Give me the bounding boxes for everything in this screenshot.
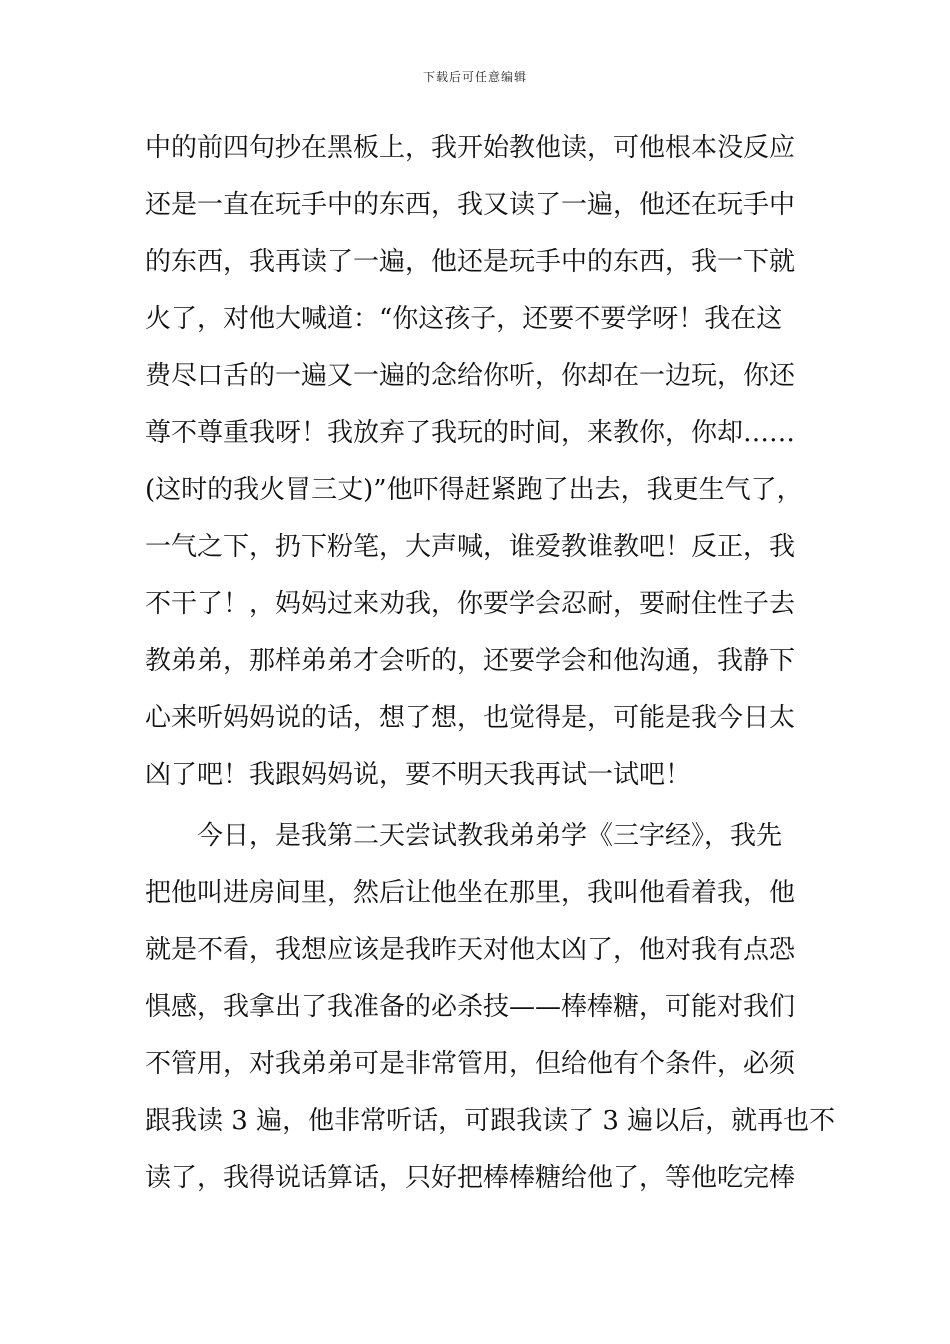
text-line: 就是不看，我想应该是我昨天对他太凶了，他对我有点恐 <box>145 935 796 965</box>
text-line: 尊不尊重我呀！我放弃了我玩的时间，来教你，你却…… <box>145 418 796 448</box>
text-line: 心来听妈妈说的话，想了想，也觉得是，可能是我今日太 <box>145 703 796 733</box>
text-line: 火了，对他大喊道：“你这孩子，还要不要学呀！我在这 <box>145 304 783 334</box>
text-line: 不干了！，妈妈过来劝我，你要学会忍耐，要耐住性子去 <box>145 589 796 619</box>
text-line: (这时的我火冒三丈)”他吓得赶紧跑了出去，我更生气了， <box>145 475 803 505</box>
text-line: 中的前四句抄在黑板上，我开始教他读，可他根本没反应 <box>145 133 796 163</box>
text-line: 凶了吧！我跟妈妈说，要不明天我再试一试吧！ <box>145 760 692 790</box>
text-line: 把他叫进房间里，然后让他坐在那里，我叫他看着我，他 <box>145 878 796 908</box>
text-line: 费尽口舌的一遍又一遍的念给你听，你却在一边玩，你还 <box>145 361 796 391</box>
text-line: 读了，我得说话算话，只好把棒棒糖给他了，等他吃完棒 <box>145 1163 796 1193</box>
text-line: 不管用，对我弟弟可是非常管用，但给他有个条件，必须 <box>145 1049 796 1079</box>
document-body <box>145 120 836 1207</box>
text-line: 一气之下，扔下粉笔，大声喊，谁爱教谁教吧！反正，我 <box>145 532 796 562</box>
paragraph-2 <box>145 808 836 1207</box>
text-line: 今日，是我第二天尝试教我弟弟学《三字经》，我先 <box>145 821 783 851</box>
text-line: 教弟弟，那样弟弟才会听的，还要学会和他沟通，我静下 <box>145 646 796 676</box>
paragraph-1 <box>145 120 815 804</box>
page-header-note: 下载后可任意编辑 <box>422 70 527 84</box>
text-line: 还是一直在玩手中的东西，我又读了一遍，他还在玩手中 <box>145 190 796 220</box>
text-line: 的东西，我再读了一遍，他还是玩手中的东西，我一下就 <box>145 247 796 277</box>
text-line: 跟我读 3 遍，他非常听话，可跟我读了 3 遍以后，就再也不 <box>145 1106 836 1136</box>
text-line: 惧感，我拿出了我准备的必杀技——棒棒糖，可能对我们 <box>145 992 796 1022</box>
